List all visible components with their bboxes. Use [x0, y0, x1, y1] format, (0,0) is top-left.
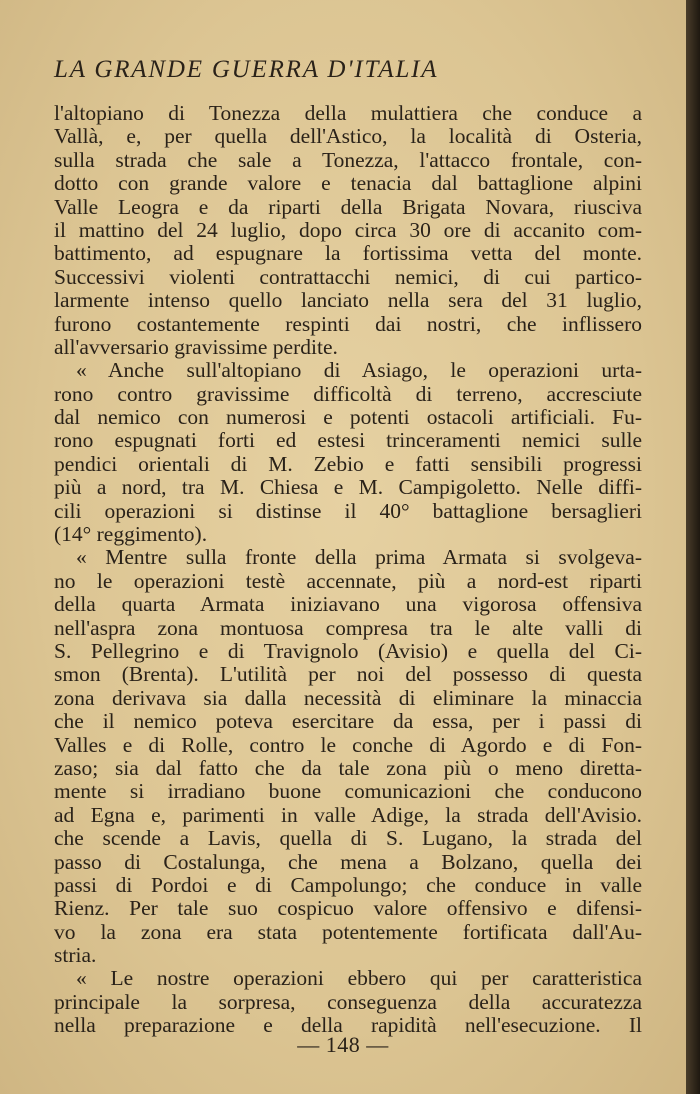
text-line: Valle Leogra e da riparti della Brigata Novara, riusciva	[54, 195, 642, 219]
text-line: « Le nostre operazioni ebbero qui per caratteristica	[76, 967, 642, 991]
text-line: vo la zona era stata potentemente fortificata dall'Au-	[54, 920, 642, 944]
text-line: ad Egna e, parimenti in valle Adige, la strada dell'Avisio.	[54, 803, 642, 827]
text-line: Vallà, e, per quella dell'Astico, la località di Osteria,	[54, 125, 642, 149]
text-line: Rienz. Per tale suo cospicuo valore offensivo e difensi-	[54, 897, 642, 921]
text-line: Successivi violenti contrattacchi nemici, di cui partico-	[54, 265, 642, 289]
text-line: rono contro gravissime difficoltà di terreno, accresciute	[54, 382, 642, 406]
text-line: cili operazioni si distinse il 40° battaglione bersaglieri	[54, 499, 642, 523]
text-line: l'altopiano di Tonezza della mulattiera che conduce a	[54, 102, 642, 125]
text-line: all'avversario gravissime perdite.	[54, 335, 338, 359]
text-line: pendici orientali di M. Zebio e fatti sensibili progressi	[54, 452, 642, 476]
text-line: dal nemico con numerosi e potenti ostacoli artificiali. Fu-	[54, 406, 642, 430]
text-line: della quarta Armata iniziavano una vigorosa offensiva	[54, 593, 642, 617]
text-line: rono espugnati forti ed estesi trinceramenti nemici sulle	[54, 429, 642, 453]
page-number: — 148 —	[297, 1032, 389, 1057]
text-line: mente si irradiano buone comunicazioni che conducono	[54, 780, 642, 804]
text-line: sulla strada che sale a Tonezza, l'attacco frontale, con-	[54, 148, 642, 172]
text-line: no le operazioni testè accennate, più a nord-est riparti	[54, 569, 642, 593]
text-line: furono costantemente respinti dai nostri, che inflissero	[54, 312, 642, 336]
text-line: S. Pellegrino e di Travignolo (Avisio) e quella del Ci-	[54, 639, 642, 663]
text-line: battimento, ad espugnare la fortissima vetta del monte.	[54, 242, 642, 266]
running-head: LA GRANDE GUERRA D'ITALIA	[54, 56, 439, 83]
page-edge-shadow	[686, 0, 700, 1094]
text-line: Valles e di Rolle, contro le conche di Agordo e di Fon-	[54, 733, 642, 757]
text-line: il mattino del 24 luglio, dopo circa 30 ore di accanito com-	[54, 218, 642, 242]
text-line: zaso; sia dal fatto che da tale zona più o meno diretta-	[54, 756, 642, 780]
text-line: « Mentre sulla fronte della prima Armata si svolgeva-	[76, 546, 642, 570]
text-line: zona derivava sia dalla necessità di eliminare la minaccia	[54, 686, 642, 710]
text-line: nell'aspra zona montuosa compresa tra le alte valli di	[54, 616, 642, 640]
text-line: passi di Pordoi e di Campolungo; che conduce in valle	[54, 873, 642, 897]
text-line: larmente intenso quello lanciato nella sera del 31 luglio,	[54, 289, 642, 313]
text-line: stria.	[54, 944, 97, 968]
text-line: smon (Brenta). L'utilità per noi del possesso di questa	[54, 663, 642, 687]
text-line: (14° reggimento).	[54, 523, 208, 547]
body-text	[54, 102, 642, 1038]
text-line: dotto con grande valore e tenacia dal battaglione alpini	[54, 172, 642, 196]
text-line: che scende a Lavis, quella di S. Lugano, la strada del	[54, 827, 642, 851]
text-line: che il nemico poteva esercitare da essa, per i passi di	[54, 710, 642, 734]
text-line: passo di Costalunga, che mena a Bolzano, quella dei	[54, 850, 642, 874]
text-line: « Anche sull'altopiano di Asiago, le operazioni urta-	[76, 359, 642, 383]
text-line: nella preparazione e della rapidità nell'esecuzione. Il	[54, 1014, 642, 1038]
text-line: più a nord, tra M. Chiesa e M. Campigoletto. Nelle diffi-	[54, 476, 642, 500]
text-line: principale la sorpresa, conseguenza della accuratezza	[54, 990, 642, 1014]
